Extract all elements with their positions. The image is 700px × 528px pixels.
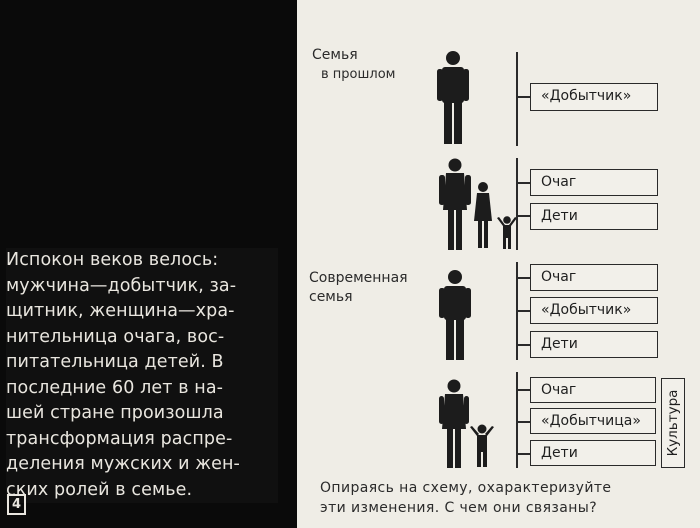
role-box-children: Дети [530,203,658,230]
page-number: 4 [7,494,26,515]
past-man-bracket [516,52,518,146]
intro-line: последние 60 лет в на- [6,377,224,398]
intro-line: питательница детей. В [6,352,224,372]
intro-line: щитник, женщина—хра- [6,301,235,321]
role-box-hearth: Очаг [530,264,658,291]
woman-figure-icon [437,156,473,252]
culture-box [661,378,685,468]
question-text [320,478,690,518]
question-line: эти изменения. С чем они связаны? [320,500,598,516]
role-box-provider: «Добытчица» [530,408,656,434]
woman-figure-icon [437,377,471,469]
past-family-sublabel: в прошлом [321,67,396,82]
modern-family-sublabel: семья [309,289,353,305]
man-figure-icon [434,48,472,146]
role-box-hearth: Очаг [530,377,656,403]
connector-line [516,182,530,184]
intro-line: нительница очага, вос- [6,326,225,347]
intro-line: деления мужских и жен- [6,454,240,474]
intro-text [6,248,278,503]
connector-line [516,277,530,279]
man-figure-icon [436,267,474,361]
connector-line [516,344,530,346]
girl-figure-icon [472,181,494,249]
connector-line [516,421,530,423]
connector-line [516,453,530,455]
past-family-label: Семья [312,47,358,63]
role-box-children: Дети [530,331,658,358]
role-box-children: Дети [530,440,656,466]
intro-line: ских ролей в семье. [6,479,193,500]
intro-line: мужчина—добытчик, за- [6,275,237,296]
modern-family-label: Современная [309,270,408,286]
role-box-hearth: Очаг [530,169,658,196]
connector-line [516,389,530,391]
past-woman-bracket [516,158,518,250]
intro-line: шей стране произошла [6,403,224,423]
role-box-provider: «Добытчик» [530,297,658,324]
connector-line [516,310,530,312]
connector-line [516,215,530,217]
intro-line: Испокон веков велось: [6,250,219,270]
child-figure-icon [496,216,518,250]
child-figure-icon [469,424,495,468]
culture-label: Культура [665,389,681,457]
intro-line: трансформация распре- [6,428,233,449]
connector-line [516,96,530,98]
role-box-provider: «Добытчик» [530,83,658,111]
question-line: Опираясь на схему, охарактеризуйте [320,480,612,496]
